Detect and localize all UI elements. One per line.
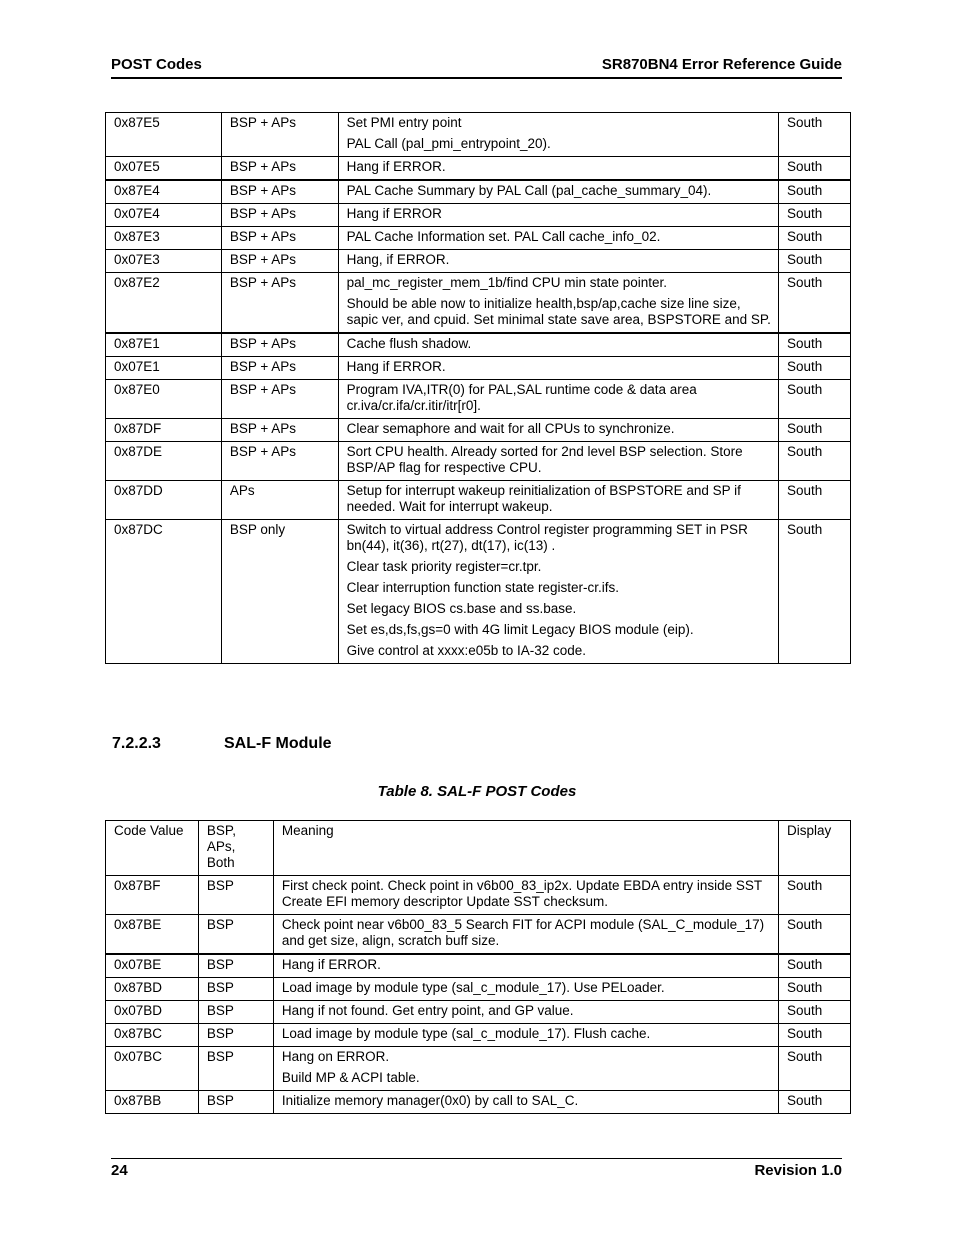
meaning-line: Check point near v6b00_83_5 Search FIT for ACPI module (SAL_C_module_17) and get size, align, scratch buff size. [281,917,765,948]
meaning-line: Set es,ds,fs,gs=0 with 4G limit Legacy BIOS module (eip). [346,622,694,637]
display-cell: South [779,250,851,273]
table-row [106,273,851,334]
display-cell: South [779,1001,851,1024]
section-title: SAL-F Module [224,735,332,752]
page-number: 24 [111,1162,128,1179]
sal-f-post-codes-table [105,820,851,1114]
header-section-title: POST Codes [111,56,202,73]
code-cell: 0x87DD [106,481,222,520]
cpu-cell: BSP + APs [221,250,338,273]
cpu-cell: BSP + APs [221,357,338,380]
display-cell: South [779,273,851,334]
display-cell: South [779,876,851,915]
header-cpu-line: APs, [206,839,236,854]
table-caption: Table 8. SAL-F POST Codes [377,783,577,800]
code-cell: 0x07BD [106,1001,199,1024]
cpu-cell: BSP + APs [221,380,338,419]
table-row [106,157,851,181]
meaning-line: Set PMI entry point [346,115,462,130]
meaning-cell [338,419,778,442]
table-row [106,357,851,380]
meaning-cell [338,442,778,481]
display-cell: South [779,1047,851,1091]
code-cell: 0x87E1 [106,333,222,357]
table-row [106,915,851,955]
cpu-cell: BSP [198,954,273,978]
meaning-line: Set legacy BIOS cs.base and ss.base. [346,601,577,616]
cpu-cell: BSP + APs [221,180,338,204]
table-row [106,1001,851,1024]
cpu-cell: BSP + APs [221,227,338,250]
meaning-cell [338,250,778,273]
meaning-cell [338,520,778,664]
meaning-line: Program IVA,ITR(0) for PAL,SAL runtime code & data area cr.iva/cr.ifa/cr.itir/itr[r0]. [346,382,697,413]
table-row [106,978,851,1001]
display-cell: South [779,204,851,227]
display-cell: South [779,419,851,442]
display-cell: South [779,380,851,419]
meaning-line: pal_mc_register_mem_1b/find CPU min state pointer. [346,275,668,290]
meaning-cell [273,876,778,915]
table-row [106,333,851,357]
meaning-cell [273,1024,778,1047]
meaning-line: Sort CPU health. Already sorted for 2nd level BSP selection. Store BSP/AP flag for respective CPU. [346,444,743,475]
meaning-cell [273,1047,778,1091]
revision-label: Revision 1.0 [754,1162,842,1179]
cpu-cell: BSP [198,1024,273,1047]
cpu-cell: BSP + APs [221,442,338,481]
meaning-cell [338,180,778,204]
display-cell: South [779,180,851,204]
table-header-row [106,821,851,876]
header-cpu-line: Both [206,855,235,870]
meaning-line: Give control at xxxx:e05b to IA-32 code. [346,643,587,658]
display-cell: South [779,113,851,157]
meaning-line: Load image by module type (sal_c_module_17). Flush cache. [281,1026,651,1041]
display-cell: South [779,333,851,357]
meaning-line: PAL Cache Information set. PAL Call cache_info_02. [346,229,661,244]
meaning-line: Load image by module type (sal_c_module_17). Use PELoader. [281,980,665,995]
meaning-line: Cache flush shadow. [346,336,472,351]
display-cell: South [779,978,851,1001]
meaning-cell [273,1001,778,1024]
display-cell: South [779,1091,851,1114]
code-cell: 0x87DE [106,442,222,481]
table-row [106,180,851,204]
meaning-cell [273,954,778,978]
header-meaning: Meaning [273,821,778,876]
code-cell: 0x87E2 [106,273,222,334]
header-display: Display [779,821,851,876]
table-row [106,1024,851,1047]
meaning-cell [338,333,778,357]
cpu-cell: BSP [198,1001,273,1024]
meaning-cell [338,273,778,334]
code-cell: 0x87BC [106,1024,199,1047]
table-row [106,876,851,915]
table-row [106,481,851,520]
post-codes-table-continued [105,112,851,664]
meaning-line: Initialize memory manager(0x0) by call to SAL_C. [281,1093,579,1108]
meaning-cell [338,204,778,227]
code-cell: 0x87E3 [106,227,222,250]
table-row [106,1091,851,1114]
code-cell: 0x07BC [106,1047,199,1091]
code-cell: 0x07E5 [106,157,222,181]
code-cell: 0x87BB [106,1091,199,1114]
meaning-line: PAL Call (pal_pmi_entrypoint_20). [346,136,551,151]
meaning-cell [273,915,778,955]
code-cell: 0x87E4 [106,180,222,204]
code-cell: 0x07E3 [106,250,222,273]
display-cell: South [779,442,851,481]
table-row [106,520,851,664]
table-row [106,250,851,273]
meaning-cell [273,1091,778,1114]
table-row [106,954,851,978]
display-cell: South [779,1024,851,1047]
cpu-cell: BSP + APs [221,419,338,442]
cpu-cell: BSP + APs [221,204,338,227]
meaning-cell [338,380,778,419]
meaning-line: Switch to virtual address Control register programming SET in PSR bn(44), it(36), rt(27), dt(17), ic(13) . [346,522,748,553]
table-row [106,419,851,442]
header-code-value: Code Value [106,821,199,876]
code-cell: 0x07E4 [106,204,222,227]
meaning-line: Hang if ERROR. [346,359,446,374]
cpu-cell: BSP + APs [221,333,338,357]
meaning-line: Hang, if ERROR. [346,252,450,267]
meaning-line: Hang if ERROR [346,206,442,221]
meaning-cell [338,357,778,380]
meaning-line: PAL Cache Summary by PAL Call (pal_cache_summary_04). [346,183,712,198]
meaning-line: Setup for interrupt wakeup reinitialization of BSPSTORE and SP if needed. Wait for interrupt wakeup. [346,483,741,514]
cpu-cell: BSP [198,1047,273,1091]
cpu-cell: BSP + APs [221,113,338,157]
code-cell: 0x87BD [106,978,199,1001]
cpu-cell: BSP + APs [221,273,338,334]
header-cpu [198,821,273,876]
table-row [106,442,851,481]
display-cell: South [779,227,851,250]
meaning-line: First check point. Check point in v6b00_83_ip2x. Update EBDA entry inside SST Create EFI memory descriptor Update SST checksum. [281,878,762,909]
cpu-cell: APs [221,481,338,520]
cpu-cell: BSP [198,915,273,955]
page-footer [111,1158,842,1183]
code-cell: 0x87E0 [106,380,222,419]
display-cell: South [779,915,851,955]
table-row [106,227,851,250]
meaning-line: Clear task priority register=cr.tpr. [346,559,542,574]
code-cell: 0x87BE [106,915,199,955]
meaning-line: Clear semaphore and wait for all CPUs to synchronize. [346,421,675,436]
section-number: 7.2.2.3 [112,735,161,752]
table-row [106,113,851,157]
header-cpu-line: BSP, [206,823,236,838]
meaning-line: Hang on ERROR. [281,1049,390,1064]
meaning-cell [338,481,778,520]
display-cell: South [779,157,851,181]
meaning-line: Clear interruption function state register-cr.ifs. [346,580,620,595]
cpu-cell: BSP only [221,520,338,664]
table-row [106,1047,851,1091]
cpu-cell: BSP [198,1091,273,1114]
meaning-line: Build MP & ACPI table. [281,1070,420,1085]
meaning-line: Hang if not found. Get entry point, and GP value. [281,1003,574,1018]
meaning-cell [338,113,778,157]
display-cell: South [779,357,851,380]
code-cell: 0x87BF [106,876,199,915]
meaning-cell [338,227,778,250]
cpu-cell: BSP [198,876,273,915]
meaning-line: Hang if ERROR. [281,957,381,972]
display-cell: South [779,481,851,520]
meaning-line: Should be able now to initialize health,bsp/ap,cache size line size, sapic ver, and cpuid. Set minimal state save area, BSPSTORE and SP. [346,296,771,327]
meaning-cell [338,157,778,181]
cpu-cell: BSP + APs [221,157,338,181]
code-cell: 0x07E1 [106,357,222,380]
cpu-cell: BSP [198,978,273,1001]
code-cell: 0x07BE [106,954,199,978]
display-cell: South [779,520,851,664]
code-cell: 0x87DF [106,419,222,442]
meaning-line: Hang if ERROR. [346,159,446,174]
code-cell: 0x87E5 [106,113,222,157]
table-row [106,380,851,419]
header-document-title: SR870BN4 Error Reference Guide [601,56,842,73]
meaning-cell [273,978,778,1001]
table-row [106,204,851,227]
page-header [111,55,842,79]
display-cell: South [779,954,851,978]
code-cell: 0x87DC [106,520,222,664]
